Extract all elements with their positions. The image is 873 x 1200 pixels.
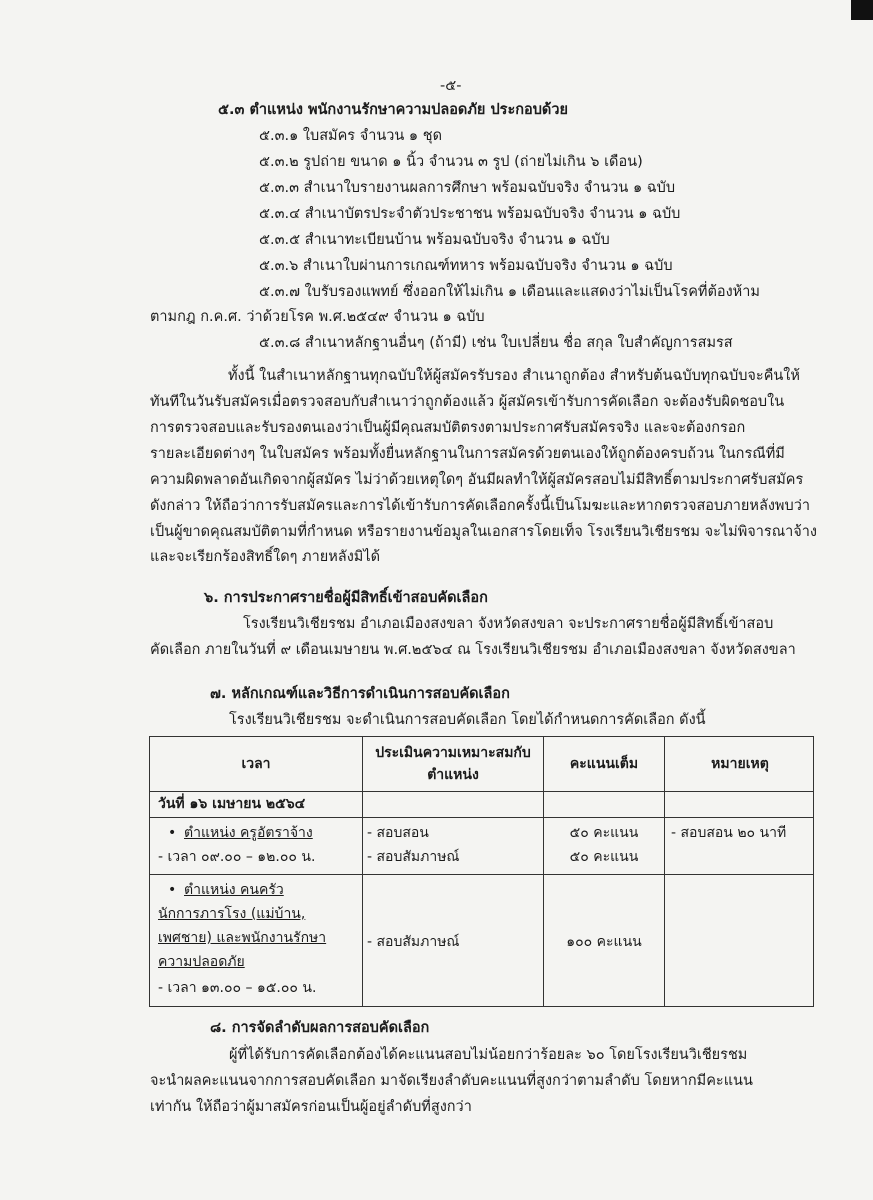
list-item: ๕.๓.๑ ใบสมัคร จำนวน ๑ ชุด xyxy=(259,128,442,144)
section-6-heading: ๖. การประกาศรายชื่อผู้มีสิทธิ์เข้าสอบคัดเลือก xyxy=(204,590,488,606)
list-item: ๕.๓.๖ สำเนาใบผ่านการเกณฑ์ทหาร พร้อมฉบับจริง จำนวน ๑ ฉบับ xyxy=(259,258,673,274)
paragraph-line: ผู้ที่ได้รับการคัดเลือกต้องได้คะแนนสอบไม่น้อยกว่าร้อยละ ๖๐ โดยโรงเรียนวิเชียรชม xyxy=(229,1047,748,1063)
list-item: ๕.๓.๒ รูปถ่าย ขนาด ๑ นิ้ว จำนวน ๓ รูป (ถ่ายไม่เกิน ๖ เดือน) xyxy=(259,154,643,170)
bullet-icon: • xyxy=(168,882,177,898)
list-item: ๕.๓.๗ ใบรับรองแพทย์ ซึ่งออกให้ไม่เกิน ๑ เดือนและแสดงว่าไม่เป็นโรคที่ต้องห้าม xyxy=(259,284,760,300)
position-staff-line3: เพศชาย) และพนักงานรักษา xyxy=(158,930,327,946)
table-row-position xyxy=(168,822,313,844)
paragraph-line: จะนำผลคะแนนจากการสอบคัดเลือก มาจัดเรียงลำดับคะแนนที่สูงกว่าตามลำดับ โดยหากมีคะแนน xyxy=(150,1073,753,1089)
paragraph-line: ทันทีในวันรับสมัครเมื่อตรวจสอบกับสำเนาว่าถูกต้องแล้ว ผู้สมัครเข้ารับการคัดเลือก จะต้องรับผิดชอบใน xyxy=(150,394,785,410)
row1-score-teach: ๕๐ คะแนน xyxy=(569,825,639,841)
row1-remark: - สอบสอน ๒๐ นาที xyxy=(671,825,787,841)
row1-assess-teach: - สอบสอน xyxy=(367,825,429,841)
header-remark: หมายเหตุ xyxy=(711,756,769,772)
row2-assess-interview: - สอบสัมภาษณ์ xyxy=(367,934,460,950)
paragraph-line: ความผิดพลาดอันเกิดจากผู้สมัคร ไม่ว่าด้วยเหตุใดๆ อันมีผลทำให้ผู้สมัครสอบไม่มีสิทธิ์ตามประกาศรับสมัคร xyxy=(150,472,804,488)
page-number: -๕- xyxy=(440,78,462,94)
position-staff-line4: ความปลอดภัย xyxy=(158,954,245,970)
row1-time: - เวลา ๐๙.๐๐ – ๑๒.๐๐ น. xyxy=(158,849,316,865)
paragraph-line: รายละเอียดต่างๆ ในใบสมัคร พร้อมทั้งยื่นหลักฐานในการสมัครด้วยตนเองให้ถูกต้องครบถ้วน ในกรณีที่มี xyxy=(150,446,785,462)
table-row-position xyxy=(168,879,284,901)
schedule-table xyxy=(149,736,814,1007)
header-assess-line2: ตำแหน่ง xyxy=(427,767,479,783)
paragraph-line: และจะเรียกร้องสิทธิ์ใดๆ ภายหลังมิได้ xyxy=(150,549,381,565)
paragraph-line: ทั้งนี้ ในสำเนาหลักฐานทุกฉบับให้ผู้สมัครรับรอง สำเนาถูกต้อง สำหรับต้นฉบับทุกฉบับจะคืนให้ xyxy=(228,368,800,384)
row2-time: - เวลา ๑๓.๐๐ – ๑๕.๐๐ น. xyxy=(158,980,317,996)
list-item-continuation: ตามกฎ ก.ค.ศ. ว่าด้วยโรค พ.ศ.๒๕๔๙ จำนวน ๑ ฉบับ xyxy=(150,309,485,325)
paragraph-line: เป็นผู้ขาดคุณสมบัติตามที่กำหนด หรือรายงานข้อมูลในเอกสารโดยเท็จ โรงเรียนวิเชียรชม จะไม่พิจารณาจ้าง xyxy=(150,524,817,540)
section-7-intro: โรงเรียนวิเชียรชม จะดำเนินการสอบคัดเลือก โดยได้กำหนดการคัดเลือก ดังนี้ xyxy=(229,712,706,728)
list-item: ๕.๓.๔ สำเนาบัตรประจำตัวประชาชน พร้อมฉบับจริง จำนวน ๑ ฉบับ xyxy=(259,206,681,222)
position-staff: ตำแหน่ง คนครัว xyxy=(184,882,284,898)
paragraph-line: ดังกล่าว ให้ถือว่าการรับสมัครและการได้เข้ารับการคัดเลือกครั้งนี้เป็นโมฆะและหากตรวจสอบภายหลังพบว่า xyxy=(150,498,810,514)
position-teacher: ตำแหน่ง ครูอัตราจ้าง xyxy=(184,825,313,841)
list-item: ๕.๓.๘ สำเนาหลักฐานอื่นๆ (ถ้ามี) เช่น ใบเปลี่ยน ชื่อ สกุล ใบสำคัญการสมรส xyxy=(259,335,733,351)
list-item: ๕.๓.๕ สำเนาทะเบียนบ้าน พร้อมฉบับจริง จำนวน ๑ ฉบับ xyxy=(259,232,610,248)
section-8-heading: ๘. การจัดลำดับผลการสอบคัดเลือก xyxy=(210,1020,430,1036)
header-assess: ประเมินความเหมาะสมกับ xyxy=(375,745,531,761)
paragraph-line: คัดเลือก ภายในวันที่ ๙ เดือนเมษายน พ.ศ.๒๕๖๔ ณ โรงเรียนวิเชียรชม อำเภอเมืองสงขลา จังหวัดสงขลา xyxy=(150,642,796,658)
row1-assess-interview: - สอบสัมภาษณ์ xyxy=(367,849,460,865)
row2-score: ๑๐๐ คะแนน xyxy=(566,934,642,950)
paragraph-line: เท่ากัน ให้ถือว่าผู้มาสมัครก่อนเป็นผู้อยู่ลำดับที่สูงกว่า xyxy=(150,1099,472,1115)
row1-score-interview: ๕๐ คะแนน xyxy=(569,849,639,865)
position-staff-line2: นักการภารโรง (แม่บ้าน, xyxy=(158,906,306,922)
list-item: ๕.๓.๓ สำเนาใบรายงานผลการศึกษา พร้อมฉบับจริง จำนวน ๑ ฉบับ xyxy=(259,180,676,196)
header-full-score: คะแนนเต็ม xyxy=(569,756,639,772)
paragraph-line: การตรวจสอบและรับรองตนเองว่าเป็นผู้มีคุณสมบัติตรงตามประกาศรับสมัครจริง และจะต้องกรอก xyxy=(150,420,746,436)
paragraph-line: โรงเรียนวิเชียรชม อำเภอเมืองสงขลา จังหวัดสงขลา จะประกาศรายชื่อผู้มีสิทธิ์เข้าสอบ xyxy=(243,616,774,632)
header-time: เวลา xyxy=(241,756,271,772)
date-row: วันที่ ๑๖ เมษายน ๒๕๖๔ xyxy=(158,796,306,812)
bullet-icon: • xyxy=(168,825,177,841)
section-7-heading: ๗. หลักเกณฑ์และวิธีการดำเนินการสอบคัดเลือก xyxy=(210,686,510,702)
section-5-3-heading: ๕.๓ ตำแหน่ง พนักงานรักษาความปลอดภัย ประกอบด้วย xyxy=(218,102,568,118)
